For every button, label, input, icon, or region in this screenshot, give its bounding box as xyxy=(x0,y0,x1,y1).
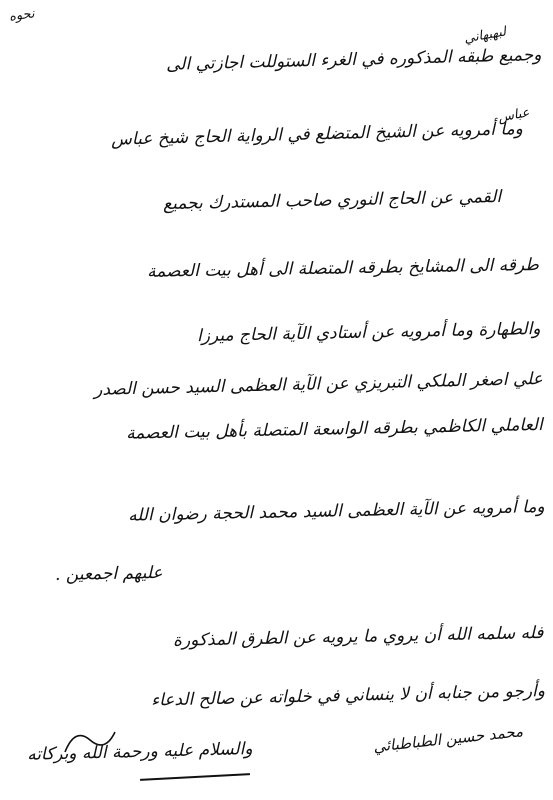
signature-flourish xyxy=(60,722,120,762)
text-line-7: العاملي الكاظمي بطرقه الواسعة المتصلة بأهل بيت العصمة xyxy=(126,415,544,444)
text-line-8: وما أمرويه عن الآية العظمى السيد محمد الحجة رضوان الله xyxy=(128,497,546,526)
text-line-4: طرقه الى المشايخ بطرقه المتصلة الى أهل بيت العصمة xyxy=(147,255,540,282)
signature-underline xyxy=(140,773,250,780)
margin-note: لبهبهاني xyxy=(463,24,508,47)
text-line-9: عليهم اجمعين . xyxy=(55,563,164,585)
text-line-10: فله سلمه الله أن يروي ما يرويه عن الطرق المذكورة xyxy=(172,623,544,651)
text-line-1: وجميع طبقه المذكوره في الغرء الستوللت اجازتي الى xyxy=(165,45,542,75)
text-line-2: وما أمرويه عن الشيخ المتضلع في الرواية الحاج شيخ عباس xyxy=(111,119,524,150)
text-line-5: والطهارة وما أمرويه عن أستادي الآية الحاج ميرزا xyxy=(197,319,542,347)
margin-note: نحوه xyxy=(8,6,36,25)
text-line-11: وأرجو من جنابه أن لا ينساني في خلواته عن صالح الدعاء xyxy=(150,681,546,711)
margin-note: عباس xyxy=(496,105,531,126)
text-line-12: والسلام عليه ورحمة الله وبركاته xyxy=(27,739,254,765)
text-line-3: القمي عن الحاج النوري صاحب المستدرك بجميع xyxy=(162,187,502,215)
signature: محمد حسين الطباطبائي xyxy=(372,722,524,756)
text-line-6: علي اصغر الملكي التبريزي عن الآية العظمى السيد حسن الصدر xyxy=(94,369,544,400)
